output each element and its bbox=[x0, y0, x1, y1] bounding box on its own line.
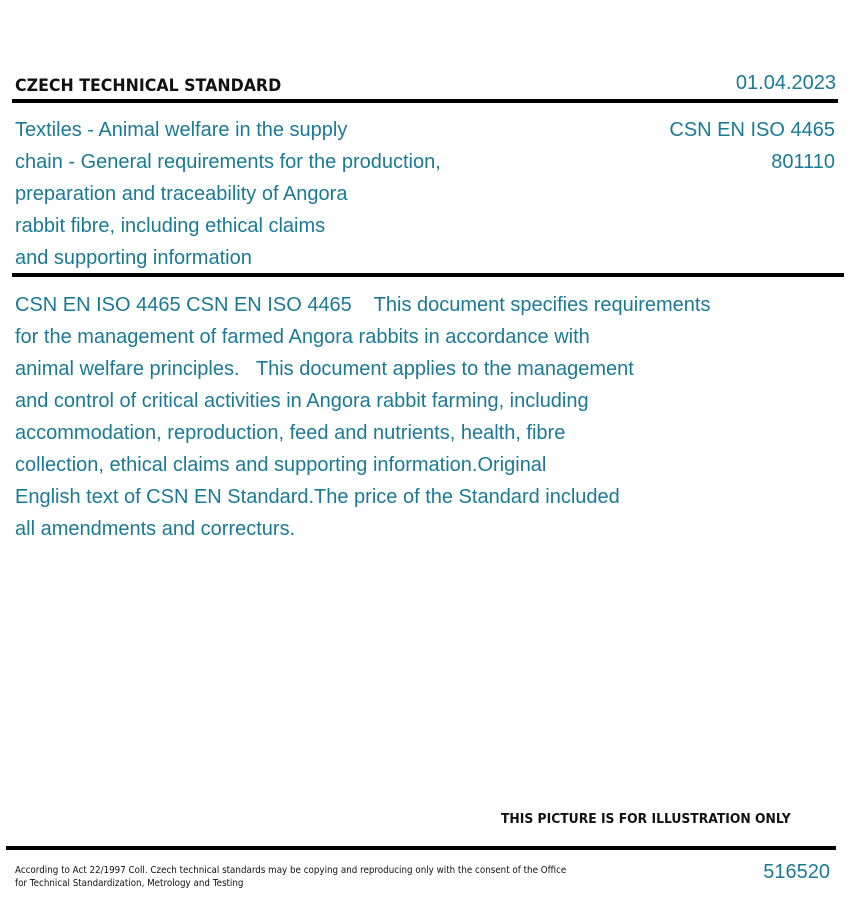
legal-line: for Technical Standardization, Metrology and Testing bbox=[15, 878, 244, 889]
catalog-number: 516520 bbox=[763, 861, 830, 883]
legal-notice bbox=[15, 864, 566, 890]
title-line: preparation and traceability of Angora bbox=[15, 183, 348, 205]
legal-line: According to Act 22/1997 Coll. Czech technical standards may be copying and reproducing only with the consent of the Office bbox=[15, 865, 567, 876]
title-divider bbox=[12, 273, 844, 277]
abstract-line: animal welfare principles. This document applies to the management bbox=[15, 358, 634, 380]
abstract-line: collection, ethical claims and supporting information.Original bbox=[15, 454, 547, 476]
abstract-line: English text of CSN EN Standard.The price of the Standard included bbox=[15, 486, 620, 508]
standard-class: 801110 bbox=[771, 151, 835, 173]
title-line: and supporting information bbox=[15, 247, 252, 269]
abstract-line: all amendments and correcturs. bbox=[15, 518, 296, 540]
title-line: chain - General requirements for the production, bbox=[15, 151, 441, 173]
abstract-line: and control of critical activities in Angora rabbit farming, including bbox=[15, 390, 589, 412]
abstract-line: for the management of farmed Angora rabbits in accordance with bbox=[15, 326, 590, 348]
standard-code: CSN EN ISO 4465 bbox=[669, 119, 835, 141]
standard-identifiers bbox=[669, 114, 835, 178]
header-divider bbox=[12, 99, 838, 103]
document-type-label: CZECH TECHNICAL STANDARD bbox=[15, 76, 282, 96]
footer-divider bbox=[6, 846, 836, 850]
illustration-notice: THIS PICTURE IS FOR ILLUSTRATION ONLY bbox=[501, 812, 791, 827]
abstract-text bbox=[15, 289, 805, 545]
publication-date: 01.04.2023 bbox=[735, 72, 836, 94]
abstract-line: CSN EN ISO 4465 CSN EN ISO 4465 This document specifies requirements bbox=[15, 294, 711, 316]
title-line: Textiles - Animal welfare in the supply bbox=[15, 119, 348, 141]
title-line: rabbit fibre, including ethical claims bbox=[15, 215, 326, 237]
standard-title bbox=[15, 114, 485, 274]
abstract-line: accommodation, reproduction, feed and nutrients, health, fibre bbox=[15, 422, 566, 444]
